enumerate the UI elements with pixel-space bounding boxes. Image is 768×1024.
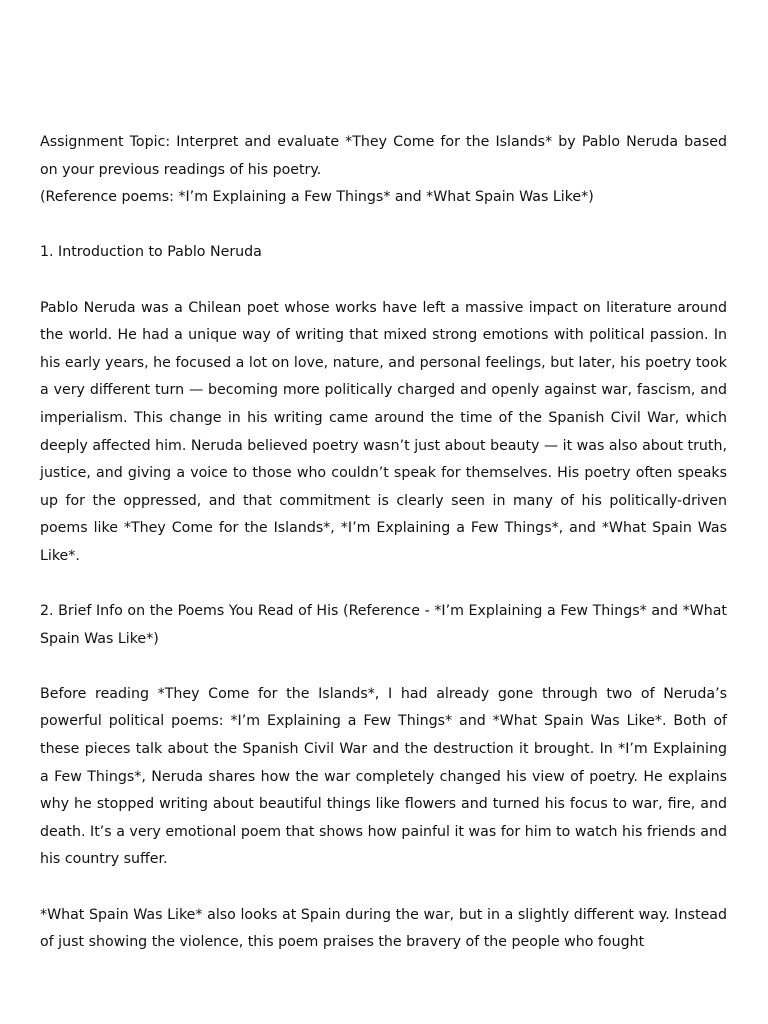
- section-2-paragraph-2: *What Spain Was Like* also looks at Spain during the war, but in a slightly different way. Instead of just showing the violence, this poem praises the bravery of the people who fought: [40, 906, 727, 951]
- section-2-heading: 2. Brief Info on the Poems You Read of His (Reference - *I’m Explaining a Few Things* and *What Spain Was Like*): [40, 603, 727, 647]
- reference-poems: (Reference poems: *I’m Explaining a Few Things* and *What Spain Was Like*): [40, 189, 594, 206]
- section-2-paragraph-1: Before reading *They Come for the Islands*, I had already gone through two of Neruda’s powerful political poems: *I’m Explaining a Few Things* and *What Spain Was Like*. Both of these pieces talk about the Spanish Civil War and the destruction it brought. In *I’m Explaining a Few Things*, Neruda shares how the war completely changed his view of poetry. He explains why he stopped writing about beautiful things like flowers and turned his focus to war, fire, and death. It’s a very emotional poem that shows how painful it was for him to watch his friends and his country suffer.: [40, 685, 727, 868]
- section-1-heading: 1. Introduction to Pablo Neruda: [40, 244, 262, 261]
- assignment-topic: Assignment Topic: Interpret and evaluate *They Come for the Islands* by Pablo Neruda based on your previous readings of his poetry.: [40, 134, 727, 178]
- assignment-topic-block: [40, 129, 727, 212]
- section-1-paragraph: Pablo Neruda was a Chilean poet whose works have left a massive impact on literature around the world. He had a unique way of writing that mixed strong emotions with political passion. In his early years, he focused a lot on love, nature, and personal feelings, but later, his poetry took a very different turn — becoming more politically charged and openly against war, fascism, and imperialism. This change in his writing came around the time of the Spanish Civil War, which deeply affected him. Neruda believed poetry wasn’t just about beauty — it was also about truth, justice, and giving a voice to those who couldn’t speak for themselves. His poetry often speaks up for the oppressed, and that commitment is clearly seen in many of his politically-driven poems like *They Come for the Islands*, *I’m Explaining a Few Things*, and *What Spain Was Like*.: [40, 299, 727, 564]
- document-body: [40, 129, 727, 984]
